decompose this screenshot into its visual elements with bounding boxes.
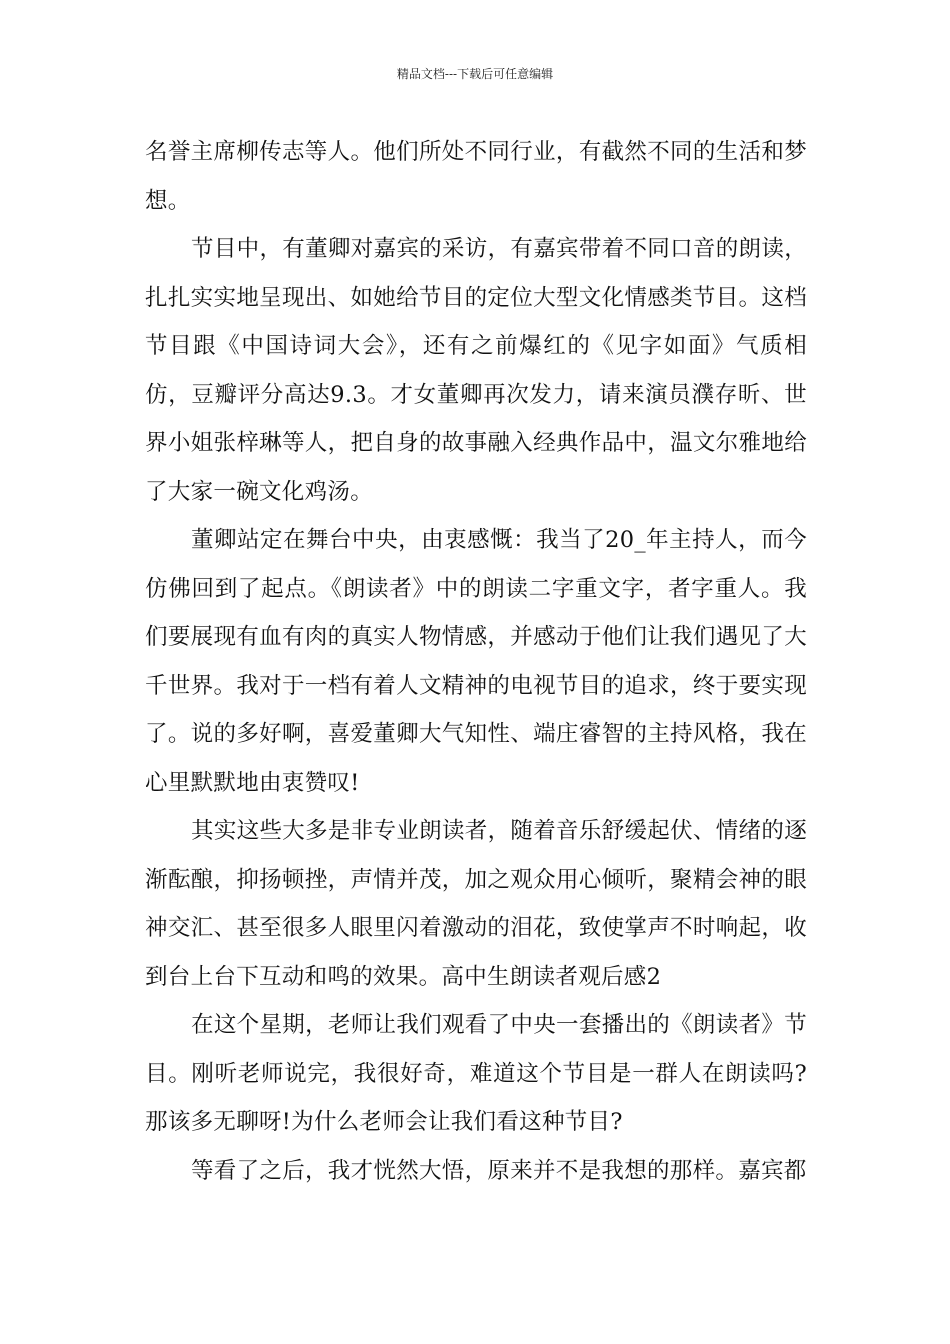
paragraph-3: 董卿站定在舞台中央，由衷感慨：我当了20_年主持人，而今仿佛回到了起点。《朗读者》中的朗读二字重文字，者字重人。我们要展现有血有肉的真实人物情感，并感动于他们让我们遇见了大千世界。我对于一档有着人文精神的电视节目的追求，终于要实现了。说的多好啊，喜爱董卿大气知性、端庄睿智的主持风格，我在心里默默地由衷赞叹! xyxy=(145,527,807,796)
paragraph-4: 其实这些大多是非专业朗读者，随着音乐舒缓起伏、情绪的逐渐酝酿，抑扬顿挫，声情并茂，加之观众用心倾听，聚精会神的眼神交汇、甚至很多人眼里闪着激动的泪花，致使掌声不时响起，收到台上台下互动和鸣的效果。高中生朗读者观后感2 xyxy=(145,818,807,990)
paragraph-2: 节目中，有董卿对嘉宾的采访，有嘉宾带着不同口音的朗读，扎扎实实地呈现出、如她给节目的定位大型文化情感类节目。这档节目跟《中国诗词大会》，还有之前爆红的《见字如面》气质相仿，豆瓣评分高达9.3。才女董卿再次发力，请来演员濮存昕、世界小姐张梓琳等人，把自身的故事融入经典作品中，温文尔雅地给了大家一碗文化鸡汤。 xyxy=(145,236,807,505)
paragraph-6: 等看了之后，我才恍然大悟，原来并不是我想的那样。嘉宾都 xyxy=(191,1157,807,1184)
paragraph-1: 名誉主席柳传志等人。他们所处不同行业，有截然不同的生活和梦想。 xyxy=(145,139,807,214)
page-header: 精品文档---下载后可任意编辑 xyxy=(396,67,554,81)
document-body xyxy=(145,128,807,1195)
paragraph-5: 在这个星期，老师让我们观看了中央一套播出的《朗读者》节目。刚听老师说完，我很好奇，难道这个节目是一群人在朗读吗?那该多无聊呀!为什么老师会让我们看这种节目? xyxy=(145,1012,807,1135)
